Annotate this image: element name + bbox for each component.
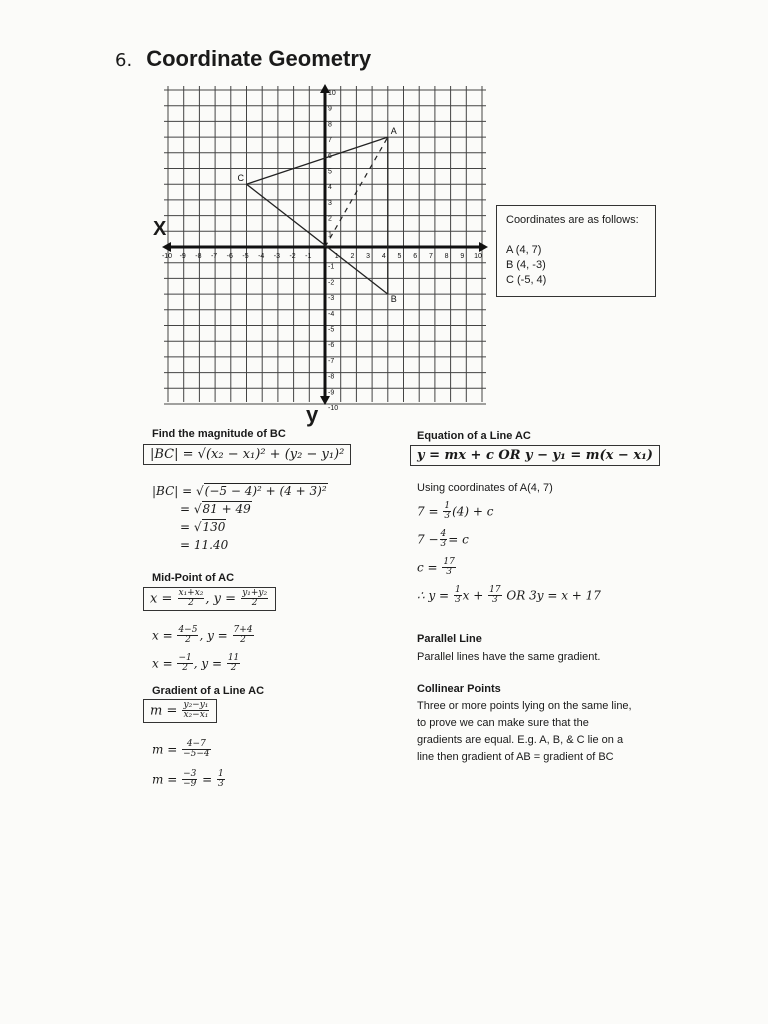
math-text: c = bbox=[417, 560, 438, 575]
magnitude-step-1: |BC| = √(−5 − 4)² + (4 + 3)² bbox=[152, 484, 327, 498]
y-tick-label: 9 bbox=[328, 105, 332, 113]
x-tick-label: -9 bbox=[179, 253, 186, 260]
fraction-denominator: 3 bbox=[492, 595, 498, 606]
y-tick-label: 10 bbox=[328, 90, 336, 97]
equation-formula: y = mx + c OR y − y₁ = m(x − x₁) bbox=[410, 445, 660, 466]
y-tick-label: 2 bbox=[328, 215, 332, 223]
fraction-numerator: x₁+x₂ bbox=[178, 588, 204, 598]
y-tick-label: 4 bbox=[328, 184, 332, 192]
math-text: 7 − bbox=[417, 532, 439, 547]
x-tick-label: -6 bbox=[226, 253, 233, 260]
y-tick-label: 1 bbox=[328, 231, 332, 239]
x-tick-label: 2 bbox=[350, 253, 355, 260]
midpoint-formula: x = $\frac{\text{x₁+x₂}}{2}$ , y = $\frac{\text{y₁+y₂}}{2}$ bbox=[143, 587, 276, 611]
equation-step-1 bbox=[417, 502, 493, 522]
y-tick-label: -6 bbox=[328, 342, 335, 350]
collinear-line: Three or more points lying on the same line, bbox=[417, 700, 632, 712]
fraction-numerator: 1 bbox=[454, 585, 461, 595]
x-axis-arrow-right bbox=[479, 242, 488, 252]
parallel-text: Parallel lines have the same gradient. bbox=[417, 651, 601, 663]
fraction-denominator: x₂−x₁ bbox=[183, 710, 209, 721]
x-tick-label: -2 bbox=[289, 253, 296, 260]
y-tick-label: -7 bbox=[328, 357, 335, 365]
fraction-denominator: 3 bbox=[440, 539, 447, 550]
collinear-line: gradients are equal. E.g. A, B, & C lie on a bbox=[417, 734, 624, 746]
collinear-line: line then gradient of AB = gradient of BC bbox=[417, 751, 614, 763]
magnitude-result: = 11.40 bbox=[180, 538, 229, 552]
coordinate-item: B (4, -3) bbox=[506, 259, 546, 271]
fraction-numerator: −1 bbox=[178, 653, 192, 663]
fraction-denominator: 3 bbox=[446, 567, 453, 578]
fraction-denominator: −9 bbox=[183, 779, 197, 790]
fraction-denominator: 2 bbox=[230, 663, 237, 674]
fraction-denominator: −5−4 bbox=[183, 749, 210, 760]
magnitude-step-3: = √130 bbox=[180, 520, 226, 534]
x-tick-label: -7 bbox=[210, 253, 218, 260]
math-text: 7 = bbox=[417, 504, 439, 519]
point-label-c: C bbox=[237, 173, 244, 184]
fraction-numerator: −3 bbox=[183, 769, 197, 779]
gradient-formula: m = $\frac{\text{y₂−y₁}}{\text{x₂−x₁}}$ bbox=[143, 699, 217, 723]
y-tick-label: -5 bbox=[328, 326, 335, 334]
x-tick-label: 4 bbox=[381, 253, 386, 260]
math-text: (4) + c bbox=[452, 504, 494, 519]
x-tick-label: 10 bbox=[474, 253, 482, 260]
x-tick-label: -8 bbox=[195, 253, 202, 260]
y-tick-label: -9 bbox=[328, 389, 335, 397]
fraction-numerator: 1 bbox=[218, 769, 224, 779]
fraction-numerator: 1 bbox=[444, 501, 451, 511]
fraction-denominator: 2 bbox=[182, 663, 188, 674]
magnitude-step-2-radicand: 81 + 49 bbox=[202, 502, 251, 516]
magnitude-heading: Find the magnitude of BC bbox=[152, 428, 286, 440]
coordinate-item: A (4, 7) bbox=[506, 244, 542, 256]
equation-heading: Equation of a Line AC bbox=[417, 430, 531, 442]
equation-step-2 bbox=[417, 530, 469, 550]
x-tick-label: -4 bbox=[258, 253, 265, 260]
math-text: ∴ y = bbox=[417, 588, 450, 603]
x-tick-label: 7 bbox=[428, 253, 433, 260]
x-tick-label: -1 bbox=[305, 253, 312, 260]
fraction-numerator: y₂−y₁ bbox=[183, 700, 209, 710]
x-tick-label: 1 bbox=[334, 253, 339, 260]
collinear-line: to prove we can make sure that the bbox=[417, 717, 589, 729]
y-tick-label: 5 bbox=[328, 168, 332, 176]
midpoint-step-1: x = $\frac{4-5}{2}$ , y = $\frac{7+4}{2}$ bbox=[152, 625, 253, 646]
fraction-denominator: 3 bbox=[454, 595, 461, 606]
x-tick-label: 6 bbox=[413, 253, 418, 260]
y-tick-label: 8 bbox=[328, 121, 332, 129]
fraction-numerator: 17 bbox=[489, 585, 501, 595]
x-tick-label: -10 bbox=[161, 253, 173, 260]
collinear-heading: Collinear Points bbox=[417, 683, 501, 695]
gradient-heading: Gradient of a Line AC bbox=[152, 685, 265, 697]
midpoint-heading: Mid-Point of AC bbox=[152, 572, 235, 584]
x-tick-label: 8 bbox=[444, 253, 449, 260]
x-tick-label: 3 bbox=[366, 253, 371, 260]
magnitude-step-2: = √81 + 49 bbox=[180, 502, 251, 516]
equation-using: Using coordinates of A(4, 7) bbox=[417, 482, 553, 494]
fraction-numerator: 17 bbox=[443, 557, 455, 567]
math-text: x + bbox=[462, 588, 484, 603]
coordinates-box-title: Coordinates are as follows: bbox=[506, 214, 639, 226]
math-text: OR 3y = x + 17 bbox=[502, 588, 601, 603]
y-tick-label: -2 bbox=[328, 279, 335, 287]
fraction-numerator: y₁+y₂ bbox=[242, 588, 268, 598]
fraction-denominator: 2 bbox=[185, 635, 191, 646]
y-tick-label: 3 bbox=[328, 199, 332, 207]
fraction-denominator: 3 bbox=[218, 779, 224, 790]
equation-step-4 bbox=[417, 586, 601, 606]
y-tick-label: -10 bbox=[328, 405, 339, 412]
fraction-denominator: 2 bbox=[240, 635, 246, 646]
magnitude-step-1-radicand: (−5 − 4)² + (4 + 3)² bbox=[204, 484, 327, 498]
fraction-denominator: 3 bbox=[444, 511, 451, 522]
x-axis-arrow-left bbox=[162, 242, 171, 252]
coordinate-grid bbox=[160, 82, 490, 412]
segment-ac bbox=[247, 137, 388, 184]
point-label-b: B bbox=[390, 294, 397, 305]
midpoint-step-2: x = $\frac{-1}{2}$ , y = $\frac{11}{2}$ bbox=[152, 653, 240, 674]
fraction-numerator: 4 bbox=[440, 529, 447, 539]
section-number: 6. bbox=[115, 50, 133, 71]
magnitude-step-3-radicand: 130 bbox=[202, 520, 226, 534]
gradient-step-2: m = $\frac{-3}{-9}$ = $\frac{1}{3}$ bbox=[152, 769, 224, 790]
x-tick-label: -5 bbox=[242, 253, 249, 260]
parallel-heading: Parallel Line bbox=[417, 633, 482, 645]
fraction-numerator: 7+4 bbox=[233, 625, 253, 635]
y-tick-label: -4 bbox=[328, 310, 335, 318]
segment-cb bbox=[247, 184, 388, 294]
y-tick-label: -8 bbox=[328, 373, 335, 381]
x-tick-label: 9 bbox=[460, 253, 465, 260]
gradient-step-1: m = $\frac{4-7}{-5-4}$ bbox=[152, 739, 210, 760]
fraction-numerator: 4−5 bbox=[178, 625, 198, 635]
x-axis-label: X bbox=[153, 218, 167, 240]
coordinates-box bbox=[496, 205, 656, 297]
fraction-numerator: 11 bbox=[227, 653, 240, 663]
y-tick-label: -1 bbox=[328, 263, 335, 271]
y-axis-label: y bbox=[306, 402, 319, 427]
fraction-numerator: 4−7 bbox=[182, 740, 211, 750]
fraction-denominator: 2 bbox=[188, 598, 194, 609]
section-title: Coordinate Geometry bbox=[146, 46, 372, 71]
y-tick-label: -3 bbox=[328, 295, 335, 303]
coordinate-item: C (-5, 4) bbox=[506, 274, 547, 286]
fraction-denominator: 2 bbox=[251, 598, 258, 609]
y-tick-label: 7 bbox=[328, 137, 332, 145]
math-text: = c bbox=[448, 532, 469, 547]
page-title bbox=[115, 46, 371, 72]
magnitude-step-1-lhs: |BC| = bbox=[152, 484, 196, 498]
magnitude-formula: |BC| = √(x₂ − x₁)² + (y₂ − y₁)² bbox=[143, 444, 351, 465]
x-tick-label: 5 bbox=[397, 253, 402, 260]
equation-step-3 bbox=[417, 558, 457, 578]
point-label-a: A bbox=[390, 126, 397, 137]
x-tick-label: -3 bbox=[273, 253, 281, 260]
